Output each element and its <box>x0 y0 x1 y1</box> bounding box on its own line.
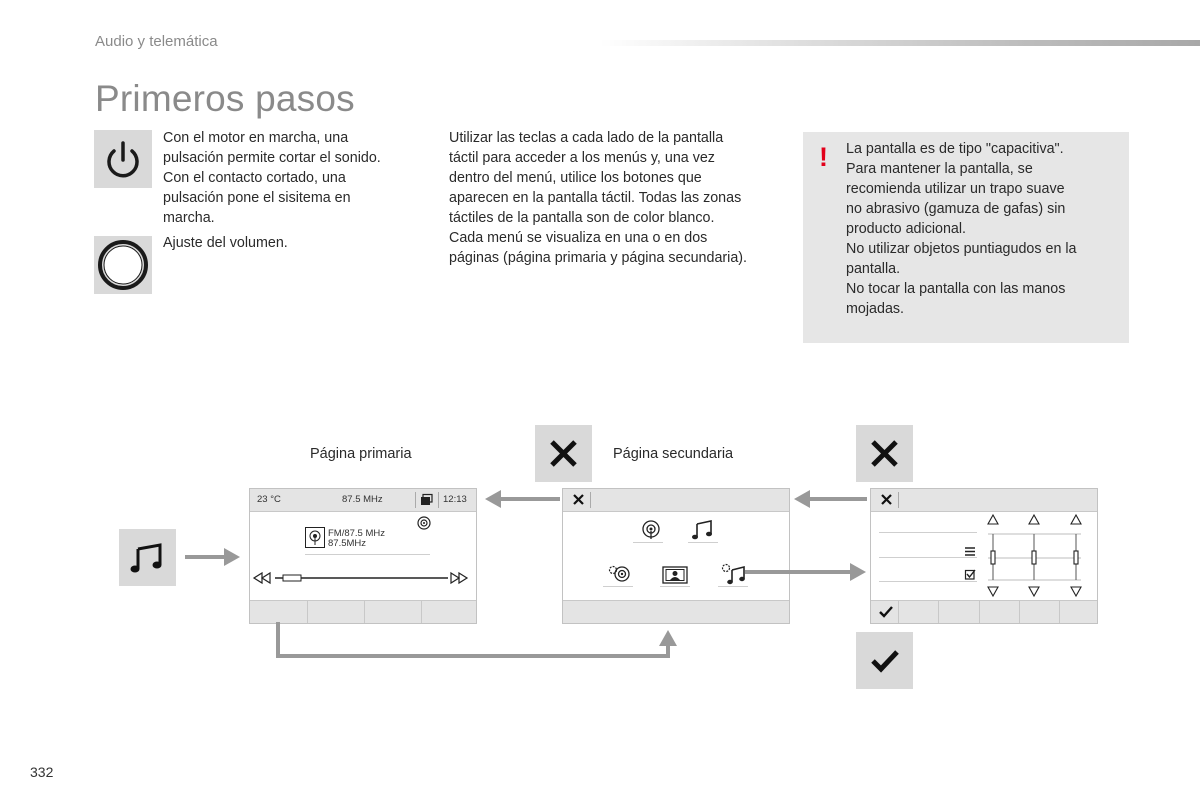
arrow-head <box>224 548 240 566</box>
page-number: 332 <box>30 764 54 780</box>
power-description: Con el motor en marcha, una pulsación permite cortar el sonido. Con el contacto cortado, una pulsación pone el sisitema en marcha. <box>163 130 381 226</box>
arrow-shaft <box>185 555 225 559</box>
arrow-head <box>850 563 866 581</box>
primary-page-label: Página primaria <box>310 446 412 462</box>
volume-description: Ajuste del volumen. <box>163 235 288 251</box>
warning-mark-icon: ! <box>819 142 828 172</box>
touchscreen-description: Utilizar las teclas a cada lado de la pantalla táctil para acceder a los menús y, una vez dentro del menú, utilice los botones que aparecen en la pantalla táctil. Todas las zonas táctiles de la pantalla son de color blanco. Cada menú se visualiza en una o en dos páginas (página primaria y página secundaria). <box>449 130 748 266</box>
secondary-page-label: Página secundaria <box>613 446 734 462</box>
clock-readout: 12:13 <box>443 494 467 505</box>
section-header: Audio y telemática <box>95 33 218 50</box>
warning-note-text: La pantalla es de tipo "capacitiva". Para mantener la pantalla, se recomienda utilizar un trapo suave no abrasivo (gamuza de gafas) sin producto adicional. No utilizar objetos puntiagudos en la pantalla. No tocar la pantalla con las manos mojadas. <box>846 141 1077 317</box>
frequency-readout: 87.5 MHz <box>342 494 383 505</box>
arrow-shaft <box>500 497 560 501</box>
arrow-head <box>485 490 501 508</box>
station-line-1: FM/87.5 MHz <box>328 528 386 539</box>
arrow-shaft <box>745 570 851 574</box>
arrow-head <box>659 630 677 646</box>
arrow-shaft <box>278 622 668 656</box>
page-title: Primeros pasos <box>95 78 355 119</box>
station-line-2: 87.5MHz <box>328 538 367 549</box>
temperature-readout: 23 °C <box>257 494 281 505</box>
arrow-head <box>794 490 810 508</box>
arrow-shaft <box>809 497 867 501</box>
